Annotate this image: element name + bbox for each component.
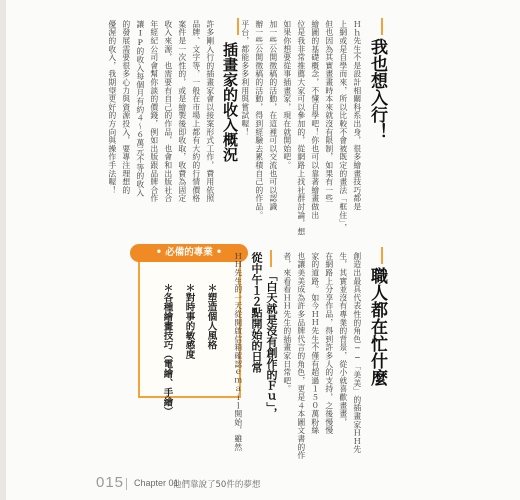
heading-accent-bar bbox=[381, 18, 383, 35]
essential-skills-tag bbox=[130, 244, 248, 262]
subheading-line: 從中午１２點開始的日常 bbox=[250, 252, 263, 373]
paragraph-line: ＨＨ先生的一天從開啟信箱確認ｅｍａｉｌ開始，雖然 bbox=[233, 252, 243, 452]
paragraph-line: 年經紀公司會幫你談的價錢，例如出版跟品牌合作 bbox=[149, 20, 159, 203]
heading-accent-bar bbox=[237, 18, 239, 35]
chapter-label: Chapter 01 bbox=[134, 478, 179, 488]
section-heading-want-in: 我也想入行！ bbox=[367, 38, 387, 140]
essential-skills-label: • 必備的專業 • bbox=[155, 247, 223, 258]
page-number: 015 bbox=[96, 474, 125, 491]
footer-divider bbox=[126, 478, 127, 490]
paragraph-line: 上網或是自學而來，所以比較不會被既定的畫法「框住」， bbox=[338, 20, 348, 232]
paragraph-line: 品牌、文字等，一般在市場上都有大約的行情價格 bbox=[191, 20, 201, 203]
paragraph-line: Ｈｈ先生不是設計相關科系出身，很多繪畫技巧都是 bbox=[352, 20, 362, 211]
paragraph-line: 加一些公開徵稿的活動，在這裡可以交流也可以認識 bbox=[268, 20, 278, 211]
skill-item: ＊各種繪畫技巧（電繪、手繪） bbox=[161, 283, 173, 416]
page-footer bbox=[0, 472, 520, 496]
section-heading-income: 插畫家的收入概況 bbox=[221, 42, 239, 162]
essential-skills-box bbox=[138, 253, 241, 416]
paragraph-line: 案件是一次性的，或是繪製後即收取，收費為固定 bbox=[177, 20, 187, 203]
paragraph-line: 如果你想要從事插畫家，現在就開始吧。 bbox=[282, 20, 292, 170]
section-heading-not-idle: 職人都在忙什麼 bbox=[367, 267, 387, 386]
paragraph-line: 生，其實並沒有專業的背景，從小就喜歡畫畫， bbox=[338, 252, 348, 427]
paragraph-line: 家的道路。如今ＨＨ先生不僅有超過１５０萬粉絲 bbox=[310, 252, 320, 435]
subheading-accent-bar bbox=[270, 250, 272, 267]
paragraph-line: 優渥的收入，我期望更好的方向與操作手法喔！ bbox=[107, 20, 117, 195]
chapter-title: 他們靠說了50件的夢想 bbox=[173, 480, 261, 490]
paragraph-line: 創造出最具代表性的角色──「美美」的插畫家ＨＨ先 bbox=[352, 252, 362, 454]
paragraph-line: 也讓美美成為許多品牌代言的角色，更是４本圖文書的作 bbox=[296, 252, 306, 460]
paragraph-line: 平台，都能多多利用與嘗試喔！ bbox=[240, 20, 250, 137]
subheading-line: 「白天就是沒有創作的Ｆｕ」， bbox=[265, 270, 278, 419]
paragraph-line: 繪圖的基礎概念，不懂自學吧！你也可以靠著繪畫做出 bbox=[310, 20, 320, 220]
paragraph-line: 的發展需要很多心力與資源投入，要專注理想的 bbox=[121, 20, 131, 195]
heading-accent-bar bbox=[381, 247, 383, 264]
paragraph-line: 者，來看看ＨＨ先生的插畫家日常吧。 bbox=[282, 252, 292, 394]
paragraph-line: 讓IP的收入每個月有約４～６萬元不等的收入 bbox=[135, 20, 145, 197]
paragraph-line: 收入來源，也需要有自己的作品，也會和出版社合 bbox=[163, 20, 173, 203]
paragraph-line: 許多剛入行的插畫家會以接案形式工作，費用依照 bbox=[205, 20, 215, 203]
page-spine bbox=[0, 0, 6, 500]
skill-item: ＊對時事的敏感度 bbox=[183, 283, 195, 359]
paragraph-line: 位是我非常推薦大家可以參加的，從網路上找社群討論，想 bbox=[296, 20, 306, 236]
paragraph-line: 辦一些公開徵稿的活動，得到經驗去累積自己的作品。 bbox=[254, 20, 264, 220]
paragraph-line: 但也因為其實畫畫時本來就沒有限制，如果有一些 bbox=[324, 20, 334, 203]
skill-item: ＊塑造個人風格 bbox=[205, 283, 217, 350]
paragraph-line: 在網路上分享作品，得到許多人的支持，之後慢慢 bbox=[324, 252, 334, 435]
